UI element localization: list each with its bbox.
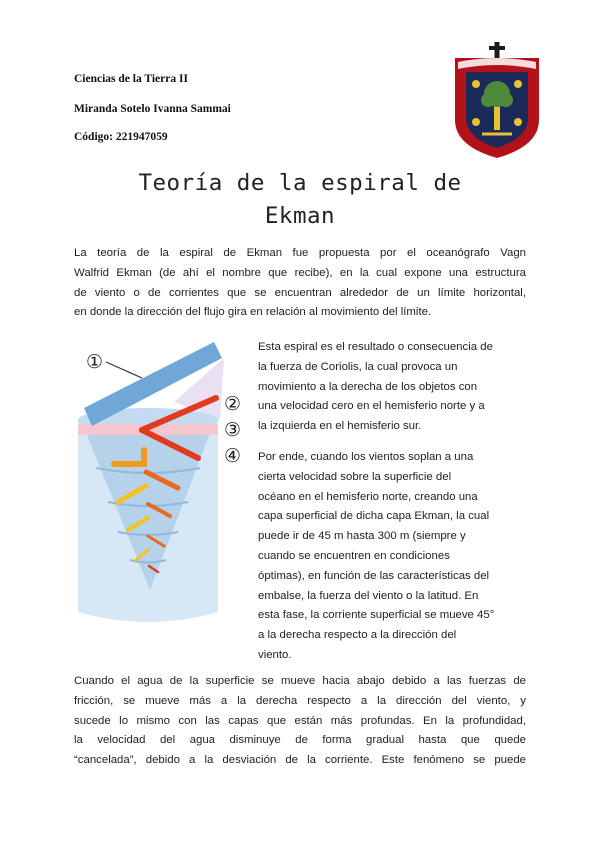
side2-line: Por ende, cuando los vientos soplan a una (258, 451, 474, 463)
intro-line: de viento o de corrientes que se encuentran alrededor de un límite horizontal, (74, 286, 526, 299)
closing-line: la velocidad del agua disminuye de forma gradual hasta que quede (74, 734, 526, 747)
label-3: ③ (224, 419, 242, 441)
intro-line: Walfrid Ekman (de ahí el nombre que recibe), en la cual expone una estructura (74, 266, 526, 279)
student-name: Miranda Sotelo Ivanna Sammai (74, 103, 231, 115)
closing-paragraph (74, 672, 526, 771)
side2-line: óptimas), en función de las características del (258, 569, 490, 582)
side2-line: océano en el hemisferio norte, creando una (258, 490, 478, 503)
side-paragraph-2 (258, 448, 530, 666)
closing-line: “cancelada”, debido a la desviación de la corriente. Este fenómeno se puede (74, 754, 526, 767)
ekman-spiral-diagram (74, 340, 250, 630)
closing-line: sucede lo mismo con las capas que están más profundas. En la profundidad, (74, 714, 526, 727)
side1-line: una velocidad cero en el hemisferio norte y a (258, 400, 485, 413)
closing-line: fricción, se mueve más a la derecha respecto a la dirección del viento, y (74, 694, 526, 707)
closing-line: Cuando el agua de la superficie se mueve hacia abajo debido a las fuerzas de (74, 675, 526, 687)
label-1: ① (86, 351, 104, 373)
page-title-line-1: Teoría de la espiral de (138, 170, 462, 196)
side2-line: puede ir de 45 m hasta 300 m (siempre y (258, 530, 466, 543)
side2-line: a la derecha respecto a la dirección del (258, 629, 457, 642)
intro-line: La teoría de la espiral de Ekman fue propuesta por el oceanógrafo Vagn (74, 247, 526, 259)
student-code: Código: 221947059 (74, 131, 168, 143)
side1-line: Esta espiral es el resultado o consecuencia de (258, 341, 493, 353)
label-2: ② (224, 393, 242, 415)
side2-line: cuando se encuentren en condiciones (258, 549, 450, 562)
label-4: ④ (224, 445, 242, 467)
side2-line: viento. (258, 648, 292, 661)
side2-line: cierta velocidad sobre la superficie del (258, 470, 452, 483)
side2-line: embalse, la fuerza del viento o la latitud. En (258, 589, 479, 602)
side2-line: esta fase, la corriente superficial se mueve 45° (258, 609, 495, 622)
intro-paragraph (74, 244, 526, 323)
side1-line: la izquierda en el hemisferio sur. (258, 420, 422, 433)
side2-line: capa superficial de dicha capa Ekman, la cual (258, 510, 490, 523)
side1-line: movimiento a la derecha de los objetos con (258, 380, 478, 393)
page-title-line-2: Ekman (264, 203, 336, 229)
side1-line: la fuerza de Coriolis, la cual provoca un (258, 360, 458, 373)
side-paragraph-1 (258, 338, 530, 437)
course-name: Ciencias de la Tierra II (74, 73, 188, 85)
intro-line: en donde la dirección del flujo gira en relación al movimiento del límite. (74, 306, 432, 319)
university-crest-icon (452, 42, 542, 160)
